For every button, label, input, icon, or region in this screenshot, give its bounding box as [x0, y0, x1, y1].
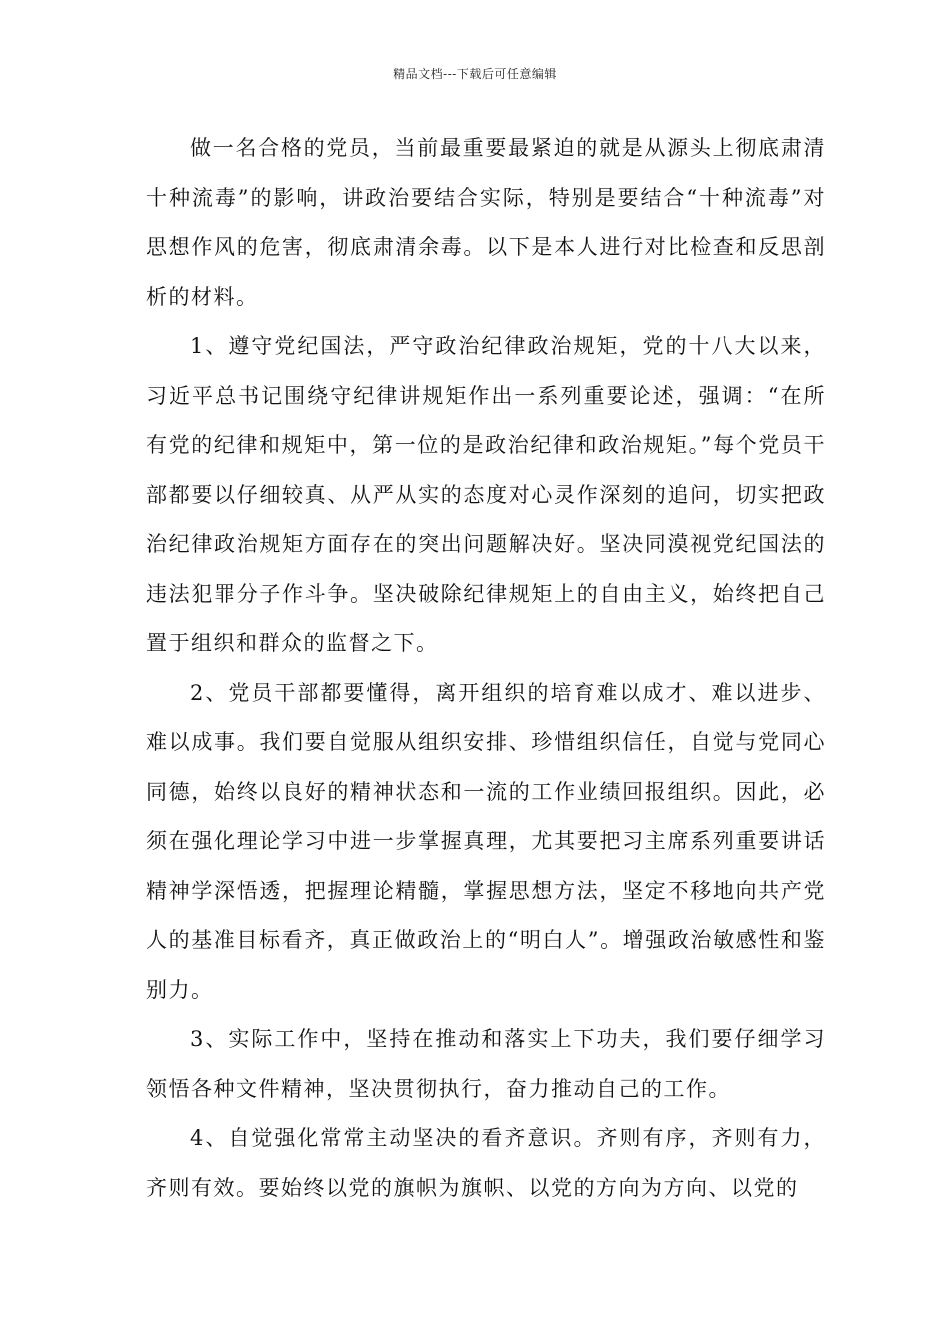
paragraph-item-3: 3、实际工作中，坚持在推动和落实上下功夫，我们要仔细学习领悟各种文件精神，坚决贯彻执行，奋力推动自己的工作。 — [146, 1027, 826, 1101]
document-body — [146, 124, 826, 1213]
page-header: 精品文档---下载后可任意编辑 — [393, 67, 557, 81]
paragraph-item-2: 2、党员干部都要懂得，离开组织的培育难以成才、难以进步、难以成事。我们要自觉服从组织安排、珍惜组织信任，自觉与党同心同德，始终以良好的精神状态和一流的工作业绩回报组织。因此，必须在强化理论学习中进一步掌握真理，尤其要把习主席系列重要讲话精神学深悟透，把握理论精髓，掌握思想方法，坚定不移地向共产党人的基准目标看齐，真正做政治上的“明白人”。增强政治敏感性和鉴别力。 — [146, 680, 826, 1002]
paragraph-item-1: 1、遵守党纪国法，严守政治纪律政治规矩，党的十八大以来，习近平总书记围绕守纪律讲规矩作出一系列重要论述，强调：“在所有党的纪律和规矩中，第一位的是政治纪律和政治规矩。”每个党员干部都要以仔细较真、从严从实的态度对心灵作深刻的追问，切实把政治纪律政治规矩方面存在的突出问题解决好。坚决同漠视党纪国法的违法犯罪分子作斗争。坚决破除纪律规矩上的自由主义，始终把自己置于组织和群众的监督之下。 — [146, 334, 826, 655]
paragraph-intro: 做一名合格的党员，当前最重要最紧迫的就是从源头上彻底肃清十种流毒”的影响，讲政治要结合实际，特别是要结合“十种流毒”对思想作风的危害，彻底肃清余毒。以下是本人进行对比检查和反思剖析的材料。 — [146, 136, 826, 309]
paragraph-item-4: 4、自觉强化常常主动坚决的看齐意识。齐则有序，齐则有力，齐则有效。要始终以党的旗帜为旗帜、以党的方向为方向、以党的 — [146, 1126, 826, 1200]
